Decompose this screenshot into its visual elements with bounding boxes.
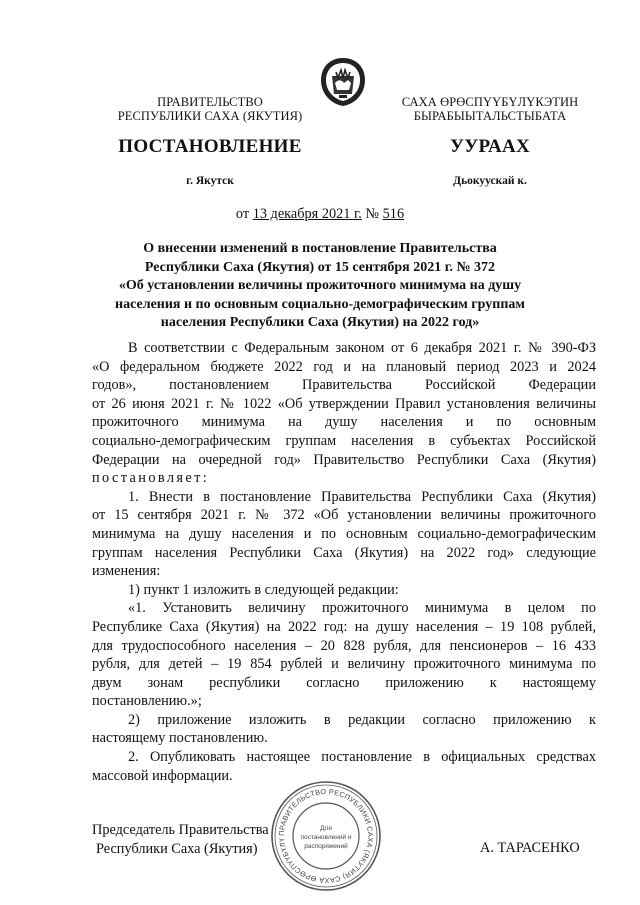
coat-of-arms-emblem [318,56,368,108]
item1-line-last: изменения: [92,563,161,580]
doc-type-sakha: УУРААХ [449,136,531,157]
city-sakha: Дьокуускай к. [453,175,527,187]
preamble-line: В соответствии с Федеральным законом от 6 декабря 2021 г. № 390-ФЗ [128,340,596,356]
preamble-line: от 26 июня 2021 г. № 1022 «Об утверждении Правил установления величины [92,395,596,412]
signatory-position [92,821,269,858]
government-name-ru [95,95,325,123]
doc-number-sign: № [365,206,380,222]
item1-line: 1. Внести в постановление Правительства Республики Саха (Якутия) [128,488,596,505]
quote-line: двум зонам республики согласно приложению к настоящему [92,674,596,691]
preamble-line: прожиточного минимума на душу населения и по основным [92,414,596,431]
city-ru: г. Якутск [186,175,234,187]
sub-item-2-last: настоящему постановлению. [92,730,268,747]
gov-ru-line1: ПРАВИТЕЛЬСТВО [157,95,263,109]
quote-line: рубля, для детей – 19 854 рублей и величину прожиточного минимума по [92,656,596,673]
doc-ref-prefix: от [235,206,250,222]
sub-item-2: 2) приложение изложить в редакции согласно приложению к [128,711,596,728]
quote-line-last: постановлению.»; [92,693,202,710]
preamble-line: годов», постановлением Правительства Российской Федерации [92,377,596,394]
signatory-position-line2: Республики Саха (Якутия) [96,840,258,857]
title-line: населения и по основным социально-демографическим группам [115,296,525,312]
gov-sakha-line2: БЫРАБЫЫТАЛЬСТЫБАТА [413,109,567,123]
title-line: «Об установлении величины прожиточного минимума на душу [118,278,522,293]
quote-line: «1. Установить величину прожиточного минимума в целом по [128,600,596,617]
stamp-ring-text: ПРАВИТЕЛЬСТВО РЕСПУБЛИКИ САХА (ЯКУТИЯ) САХА ӨРӨСПҮҮБҮЛҮ [276,786,376,886]
sub-item-1: 1) пункт 1 изложить в следующей редакции: [128,581,399,598]
official-stamp [270,780,382,892]
gov-ru-line2: РЕСПУБЛИКИ САХА (ЯКУТИЯ) [117,109,303,123]
item1-line: группам населения Республики Саха (Якутия) на 2022 год» следующие [92,544,596,561]
doc-title [92,240,548,333]
item1-line: минимума на душу населения и по основным социально-демографическим [92,525,596,542]
title-line: О внесении изменений в постановление Правительства [143,241,497,256]
item1-line: от 15 сентября 2021 г. № 372 «Об установлении величины прожиточного [92,507,596,524]
stamp-center-line2: постановлений и [300,834,352,841]
stamp-center-line1: Для [320,825,332,832]
preamble-line: Федерации на очередной год» Правительство Республики Саха (Якутия) [92,451,596,468]
decree-word: постановляет: [92,470,210,487]
government-name-sakha [375,95,605,123]
title-line: Республики Саха (Якутия) от 15 сентября 2021 г. № 372 [144,259,496,275]
doc-date: 13 декабря 2021 г. [252,206,362,222]
doc-body [92,339,596,785]
gov-sakha-line1: САХА ӨРӨСПҮҮБҮЛҮКЭТИН [401,95,579,109]
item2-line-last: массовой информации. [92,767,233,784]
quote-line: для трудоспособного населения – 20 828 рубля, для пенсионеров – 16 433 [92,637,596,654]
signatory-name: А. ТАРАСЕНКО [480,840,580,856]
stamp-center-line3: распоряжений [304,843,348,850]
item2-line: 2. Опубликовать настоящее постановление в официальных средствах [128,749,596,766]
preamble-line: «О федеральном бюджете 2022 год и на плановый период 2023 и 2024 [92,358,596,375]
signatory-position-line1: Председатель Правительства [92,822,269,838]
doc-type-ru: ПОСТАНОВЛЕНИЕ [118,136,302,157]
preamble-line: социально-демографическим группам населения в субъектах Российской [92,432,596,449]
quote-line: Республике Саха (Якутия) на 2022 год: на душу населения – 19 108 рублей, [92,618,596,635]
doc-number: 516 [382,206,405,222]
doc-ref [0,206,640,223]
title-line: населения Республики Саха (Якутия) на 2022 год» [160,315,480,330]
